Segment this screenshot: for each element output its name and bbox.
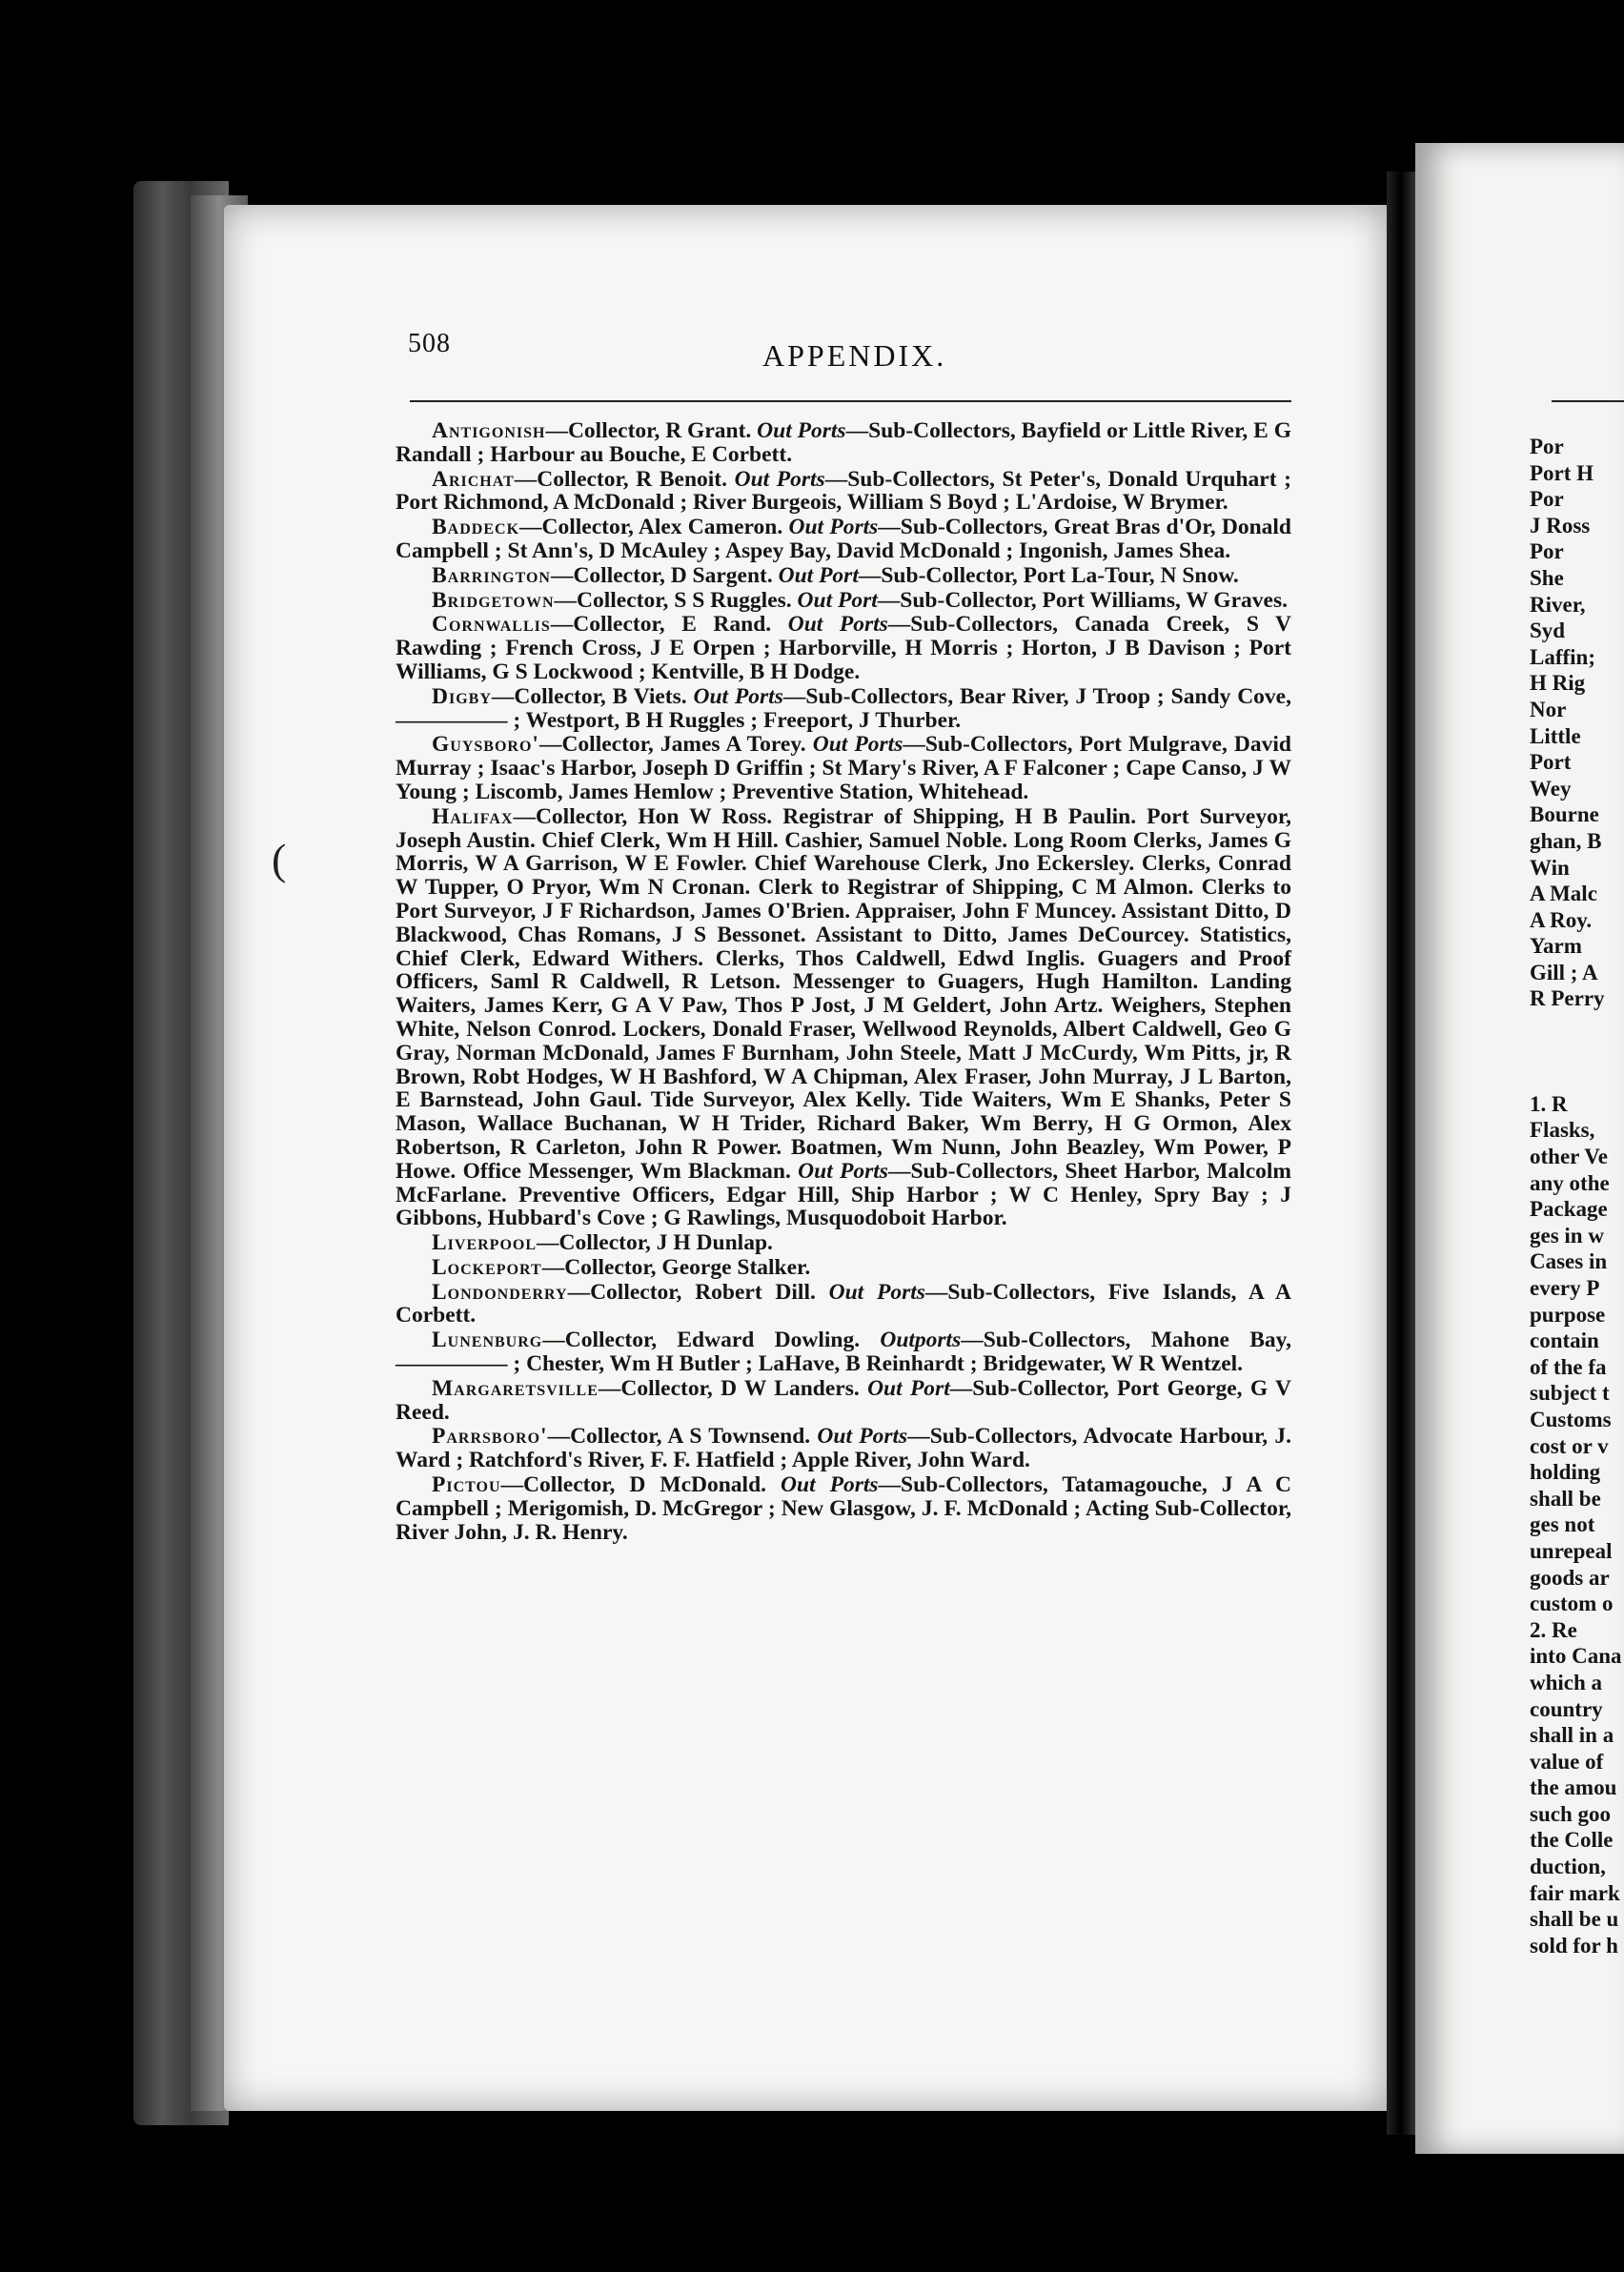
right-page-line: into Cana [1530,1644,1622,1669]
book-spine [1387,172,1415,2135]
right-page-line [1530,1039,1624,1065]
customs-listing [396,419,1291,1545]
out-ports-label: Out Ports [757,418,846,443]
port-name: Pictou [432,1472,501,1498]
right-page-line: A Roy. [1530,907,1593,932]
right-page-line: Package [1530,1197,1608,1222]
right-page-line: shall be [1530,1486,1601,1511]
right-page-line: Por [1530,539,1564,564]
right-page-line: Nor [1530,697,1567,721]
right-page-line: the amou [1530,1775,1617,1800]
right-page-line: which a [1530,1670,1603,1694]
out-ports-label: Out Ports [781,1472,879,1498]
right-page-line: shall in a [1530,1723,1614,1748]
collector-text: —Collector, George Stalker. [541,1254,811,1280]
right-page-line: Wey [1530,776,1572,801]
right-page-line: of the fa [1530,1354,1607,1379]
collector-text: —Collector, B Viets. [491,683,694,709]
collector-text: —Collector, R Benoit. [514,466,735,492]
port-name: Cornwallis [432,612,551,638]
right-page-line: fair mark [1530,1880,1620,1905]
out-ports-label: Out Ports [798,1158,888,1184]
port-name: Halifax [432,803,514,829]
out-ports-label: Out Port [867,1375,950,1401]
out-ports-label: Out Ports [828,1279,925,1305]
sub-collectors-text: —Sub-Collectors, Great Bras d'Or, Donald Campbell ; St Ann's, D McAuley ; Aspey Bay, David McDonald ; Ingonish, James Shea. [396,515,1291,563]
sub-collectors-text: —Sub-Collectors, Bayfield or Little River, E G Randall ; Harbour au Bouche, E Corbett. [396,418,1291,467]
collector-text: —Collector, J H Dunlap. [537,1230,773,1256]
port-name: Lockeport [432,1254,542,1280]
collector-text: —Collector, D Sargent. [550,562,779,588]
right-page-line: duction, [1530,1855,1606,1879]
collector-text: —Collector, Edward Dowling. [542,1328,881,1353]
right-page-line: shall be u [1530,1907,1619,1932]
right-page-line [1530,1012,1624,1039]
right-page-line: cost or v [1530,1433,1609,1458]
sub-collectors-text: —Sub-Collectors, Bear River, J Troop ; Sandy Cove, ————— ; Westport, B H Ruggles ; Freeport, J Thurber. [396,683,1291,733]
right-page-line: 2. Re [1530,1617,1577,1642]
right-page-line: Por [1530,435,1564,458]
port-name: Antigonish [432,418,546,443]
right-page-line: other Ve [1530,1145,1608,1169]
sub-collectors-text: —Sub-Collector, Port La-Tour, N Snow. [858,562,1239,588]
right-page-line: Win [1530,855,1570,880]
right-header-rule [1552,400,1624,402]
right-page-line: country [1530,1696,1603,1721]
collector-text: —Collector, S S Ruggles. [554,587,798,613]
port-name: Arichat [432,466,515,492]
collector-text: —Collector, Robert Dill. [567,1279,829,1305]
out-ports-label: Out Ports [817,1424,908,1450]
sub-collectors-text: —Sub-Collectors, Sheet Harbor, Malcolm McFarlane. Preventive Officers, Edgar Hill, Ship Harbor ; W C Henley, Spry Bay ; J Gibbons, Hubbard's Cove ; G Rawlings, Musquodoboit Harbor. [396,1158,1291,1231]
customs-entry [396,1231,1291,1255]
out-ports-label: Out Port [797,587,878,613]
collector-text: —Collector, Alex Cameron. [519,515,789,540]
collector-text: —Collector, D W Landers. [598,1375,868,1401]
port-name: Guysboro' [432,732,539,758]
collector-text: —Collector, A S Townsend. [547,1424,818,1450]
customs-entry [396,1329,1291,1376]
right-page-line: Customs [1530,1407,1612,1431]
customs-entry [396,805,1291,1230]
collector-text: —Collector, E Rand. [550,612,788,638]
page-number: 508 [408,329,451,358]
right-page-line: contain [1530,1329,1599,1353]
port-name: Liverpool [432,1230,538,1256]
right-page-line: Little [1530,723,1581,748]
right-page-line: Syd [1530,619,1566,643]
customs-entry [396,733,1291,803]
port-name: Parrsboro' [432,1424,548,1450]
port-name: Baddeck [432,515,520,540]
right-page-line: unrepeal [1530,1538,1613,1563]
right-page-line: value of [1530,1749,1604,1774]
right-page-line: sold for h [1530,1933,1618,1958]
right-page-line: A Malc [1530,882,1597,906]
sub-collectors-text: —Sub-Collectors, Port Mulgrave, David Murray ; Isaac's Harbor, Joseph D Griffin ; St Mary's River, A F Falconer ; Cape Canso, J W Young ; Liscomb, James Hemlow ; Preventive Station, Whitehead. [396,732,1291,804]
collector-text: —Collector, R Grant. [545,418,758,443]
header-rule [410,400,1291,402]
right-page-line: subject t [1530,1381,1610,1406]
sub-collectors-text: —Sub-Collectors, Tatamagouche, J A C Campbell ; Merigomish, D. McGregor ; New Glasgow, J. F. McDonald ; Acting Sub-Collector, River John, J. R. Henry. [396,1472,1292,1545]
sub-collectors-text: —Sub-Collectors, Advocate Harbour, J. Ward ; Ratchford's River, F. F. Hatfield ; Apple River, John Ward. [396,1424,1291,1473]
port-name: Margaretsville [432,1375,599,1401]
right-page-line: every P [1530,1276,1600,1300]
customs-entry [396,419,1291,467]
port-name: Lunenburg [432,1328,543,1353]
right-page-line: the Colle [1530,1828,1614,1853]
right-page-line: River, [1530,592,1586,617]
customs-entry [396,564,1291,588]
right-page-line: Bourne [1530,802,1599,827]
sub-collectors-text: —Sub-Collector, Port George, G V Reed. [396,1375,1292,1425]
customs-entry [396,685,1291,733]
port-name: Barrington [432,562,551,588]
right-page-line: holding [1530,1460,1601,1485]
right-page-text [1530,434,1624,1958]
port-name: Bridgetown [432,587,555,613]
right-page-line: She [1530,565,1564,590]
customs-entry [396,516,1291,563]
sub-collectors-text: —Sub-Collector, Port Williams, W Graves. [877,587,1288,613]
collector-text: —Collector, James A Torey. [538,732,813,758]
right-page-line: ges not [1530,1512,1595,1537]
customs-entry [396,589,1291,613]
running-title: APPENDIX. [762,338,947,373]
right-page-line: Laffin; [1530,644,1595,669]
right-page-line: Por [1530,487,1564,512]
right-page-line: R Perry [1530,986,1605,1011]
margin-mark: ( [272,835,287,883]
right-page-line: purpose [1530,1302,1606,1327]
out-ports-label: Out Ports [734,466,825,492]
right-page-line: ges in w [1530,1223,1604,1248]
out-ports-label: Outports [880,1328,962,1353]
customs-entry [396,468,1291,516]
collector-text: —Collector, D McDonald. [500,1472,782,1498]
customs-entry [396,613,1291,683]
right-page-line: Flasks, [1530,1118,1595,1143]
right-page-line: 1. R [1530,1091,1568,1116]
right-page-line: ghan, B [1530,828,1602,853]
sub-collectors-text: —Sub-Collectors, Five Islands, A A Corbett. [396,1279,1292,1329]
port-name: Londonderry [432,1279,568,1305]
right-page-line: H Rig [1530,671,1586,696]
right-page-line: Gill ; A [1530,960,1598,984]
right-page-line [1530,1065,1624,1091]
right-page-line: Yarm [1530,934,1582,959]
customs-entry [396,1281,1291,1329]
right-page-line: custom o [1530,1592,1614,1616]
customs-entry [396,1425,1291,1472]
right-page-line: Port H [1530,460,1594,485]
right-page-line: such goo [1530,1801,1611,1826]
out-ports-label: Out Ports [787,612,888,638]
right-page-line: Cases in [1530,1249,1608,1274]
sub-collectors-text: —Sub-Collectors, Canada Creek, S V Rawding ; French Cross, J E Orpen ; Harborville, H Morris ; Horton, J B Davison ; Port Williams, G S Lockwood ; Kentville, B H Dodge. [396,612,1291,684]
sub-collectors-text: —Sub-Collectors, Mahone Bay, ————— ; Chester, Wm H Butler ; LaHave, B Reinhardt ; Bridgewater, W R Wentzel. [396,1328,1291,1377]
out-ports-label: Out Ports [788,515,879,540]
out-ports-label: Out Ports [812,732,903,758]
customs-entry [396,1377,1291,1425]
out-ports-label: Out Ports [693,683,783,709]
right-page-line: any othe [1530,1170,1610,1195]
right-page-line: J Ross [1530,513,1591,538]
customs-entry [396,1256,1291,1280]
sub-collectors-text: —Sub-Collectors, St Peter's, Donald Urquhart ; Port Richmond, A McDonald ; River Burgeois, William S Boyd ; L'Ardoise, W Brymer. [396,466,1291,516]
right-page-line: Port [1530,750,1572,775]
out-ports-label: Out Port [778,562,859,588]
customs-entry [396,1473,1291,1544]
collector-text: —Collector, Hon W Ross. Registrar of Shipping, H B Paulin. Port Surveyor, Joseph Austin. Chief Clerk, Wm H Hill. Cashier, Samuel Noble. Long Room Clerks, James G Morris, W A Garrison, W E Fowler. Chief Warehouse Clerk, Jno Eckersley. Clerks, Conrad W Tupper, O Pryor, Wm N Cronan. Clerk to Registrar of Shipping, C M Almon. Clerks to Port Surveyor, J F Richardson, James O'Brien. Appraiser, John F Muncey. Assistant Ditto, D Blackwood, Chas Romans, J S Bessonet. Assistant to Ditto, James DeCourcey. Statistics, Chief Clerk, Edward Withers. Clerks, Thos Caldwell, Edwd Inglis. Guagers and Proof Officers, Saml R Caldwell, R Letson. Messenger to Guagers, Hugh Hamilton. Landing Waiters, James Kerr, G A V Paw, Thos P Jost, J M Geldert, John Artz. Weighers, Stephen White, Nelson Conrod. Lockers, Donald Fraser, Wellwood Reynolds, Albert Caldwell, Geo G Gray, Norman McDonald, James F Burnham, John Steele, Matt J McCurdy, Wm Pitts, jr, R Brown, Robt Hodges, W H Bashford, W A Chipman, Alex Fraser, John Murray, J L Barton, E Barnstead, John Gaul. Tide Surveyor, Alex Kelly. Tide Waiters, Wm E Shanks, Peter S Mason, Wallace Buchanan, W H Trider, Richard Baker, Wm Berry, H G Ormon, Alex Robertson, R Carleton, John R Power. Boatmen, Wm Nunn, John Beazley, Wm Power, P Howe. Office Messenger, Wm Blackman. [396,803,1291,1184]
port-name: Digby [432,683,492,709]
right-page-line: goods ar [1530,1565,1610,1590]
